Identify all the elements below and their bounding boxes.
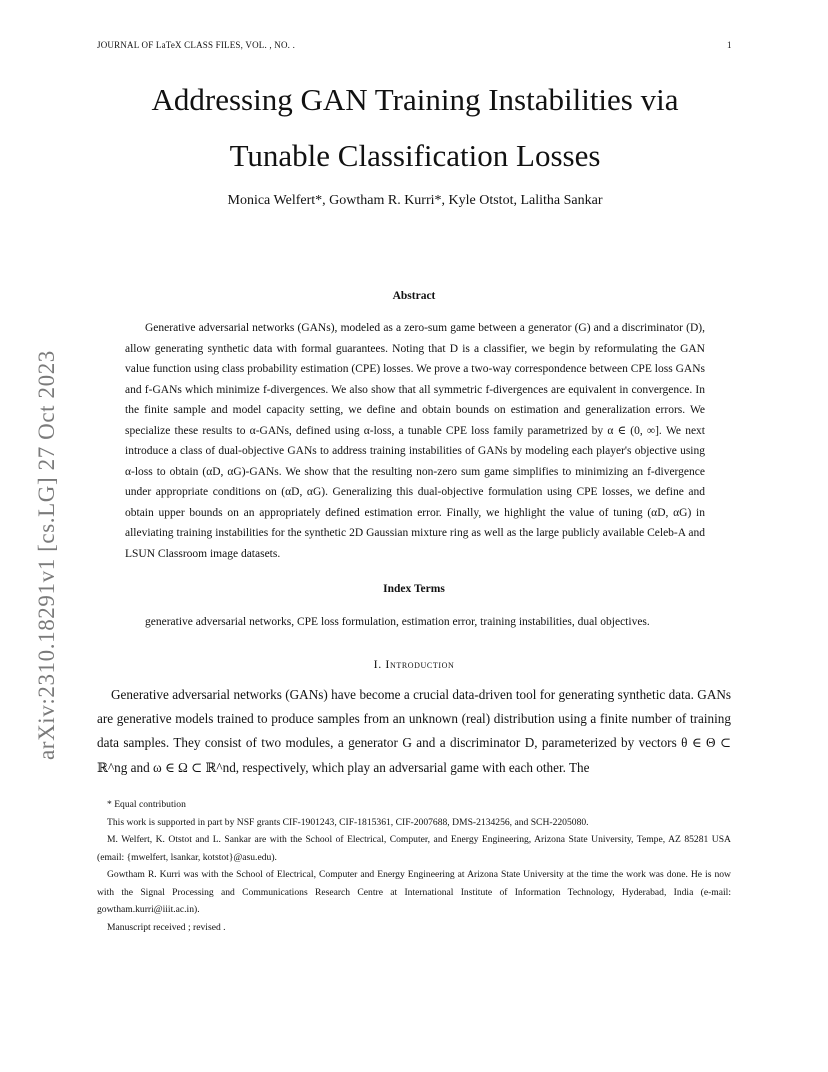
abstract-heading: Abstract <box>392 290 436 302</box>
author-list: Monica Welfert*, Gowtham R. Kurri*, Kyle Otstot, Lalitha Sankar <box>227 193 603 208</box>
arxiv-identifier-stamp: arXiv:2310.18291v1 [cs.LG] 27 Oct 2023 <box>34 350 59 760</box>
footnote-equal-contribution: * Equal contribution <box>107 799 186 810</box>
footnote-funding: This work is supported in part by NSF grants CIF-1901243, CIF-1815361, CIF-2007688, DMS-2134256, and SCH-2205080. <box>107 816 589 828</box>
page-number: 1 <box>727 40 732 50</box>
introduction-heading: I. Introduction <box>373 657 455 671</box>
footnote-affiliation-asu: M. Welfert, K. Otstot and L. Sankar are with the School of Electrical, Computer, and Energy Engineering, Arizona State University, Tempe, AZ 85281 USA (email: {mwelfert, lsankar, kotstot}@asu.edu). <box>97 834 731 863</box>
footnote-affiliation-kurri: Gowtham R. Kurri was with the School of Electrical, Computer and Energy Engineering at Arizona State University at the time the work was done. He is now with the Signal Processing and Communications Research Centre at International Institute of Information Technology, Hyderabad, India (e-mail: gowtham.kurri@iiit.ac.in). <box>97 869 731 915</box>
index-terms-text: generative adversarial networks, CPE loss formulation, estimation error, training instabilities, dual objectives. <box>145 616 650 628</box>
footnote-manuscript: Manuscript received ; revised . <box>107 921 226 933</box>
footnotes <box>97 796 731 936</box>
index-terms-heading: Index Terms <box>383 583 445 595</box>
paper-title: Addressing GAN Training Instabilities via Tunable Classification Losses <box>151 82 679 173</box>
running-head: JOURNAL OF LaTeX CLASS FILES, VOL. , NO. . <box>97 40 296 50</box>
abstract-text: Generative adversarial networks (GANs), modeled as a zero-sum game between a generator (G) and a discriminator (D), allow generating synthetic data with formal guarantees. Noting that D is a classifier, we begin by reformulating the GAN value function using class probability estimation (CPE) losses. We prove a two-way correspondence between CPE loss GANs and f-GANs which minimize f-divergences. We also show that all symmetric f-divergences are equivalent in convergence. In the finite sample and model capacity setting, we define and obtain bounds on estimation and generalization errors. We specialize these results to α-GANs, defined using α-loss, a tunable CPE loss family parametrized by α ∈ (0, ∞]. We next introduce a class of dual-objective GANs to address training instabilities of GANs by modeling each player's objective using α-loss to obtain (αD, αG)-GANs. We show that the resulting non-zero sum game simplifies to minimizing an f-divergence under appropriate conditions on (αD, αG). Generalizing this dual-objective formulation using CPE losses, we define and obtain upper bounds on an appropriately defined estimation error. Finally, we highlight the value of tuning (αD, αG) in alleviating training instabilities for the synthetic 2D Gaussian mixture ring as well as the large publicly available Celeb-A and LSUN Classroom image datasets. <box>125 322 705 560</box>
introduction-text: Generative adversarial networks (GANs) have become a crucial data-driven tool for generating synthetic data. GANs are generative models trained to produce samples from an unknown (real) distribution using a finite number of training data samples. They consist of two modules, a generator G and a discriminator D, parameterized by vectors θ ∈ Θ ⊂ ℝ^ng and ω ∈ Ω ⊂ ℝ^nd, respectively, which play an adversarial game with each other. The <box>97 687 731 775</box>
